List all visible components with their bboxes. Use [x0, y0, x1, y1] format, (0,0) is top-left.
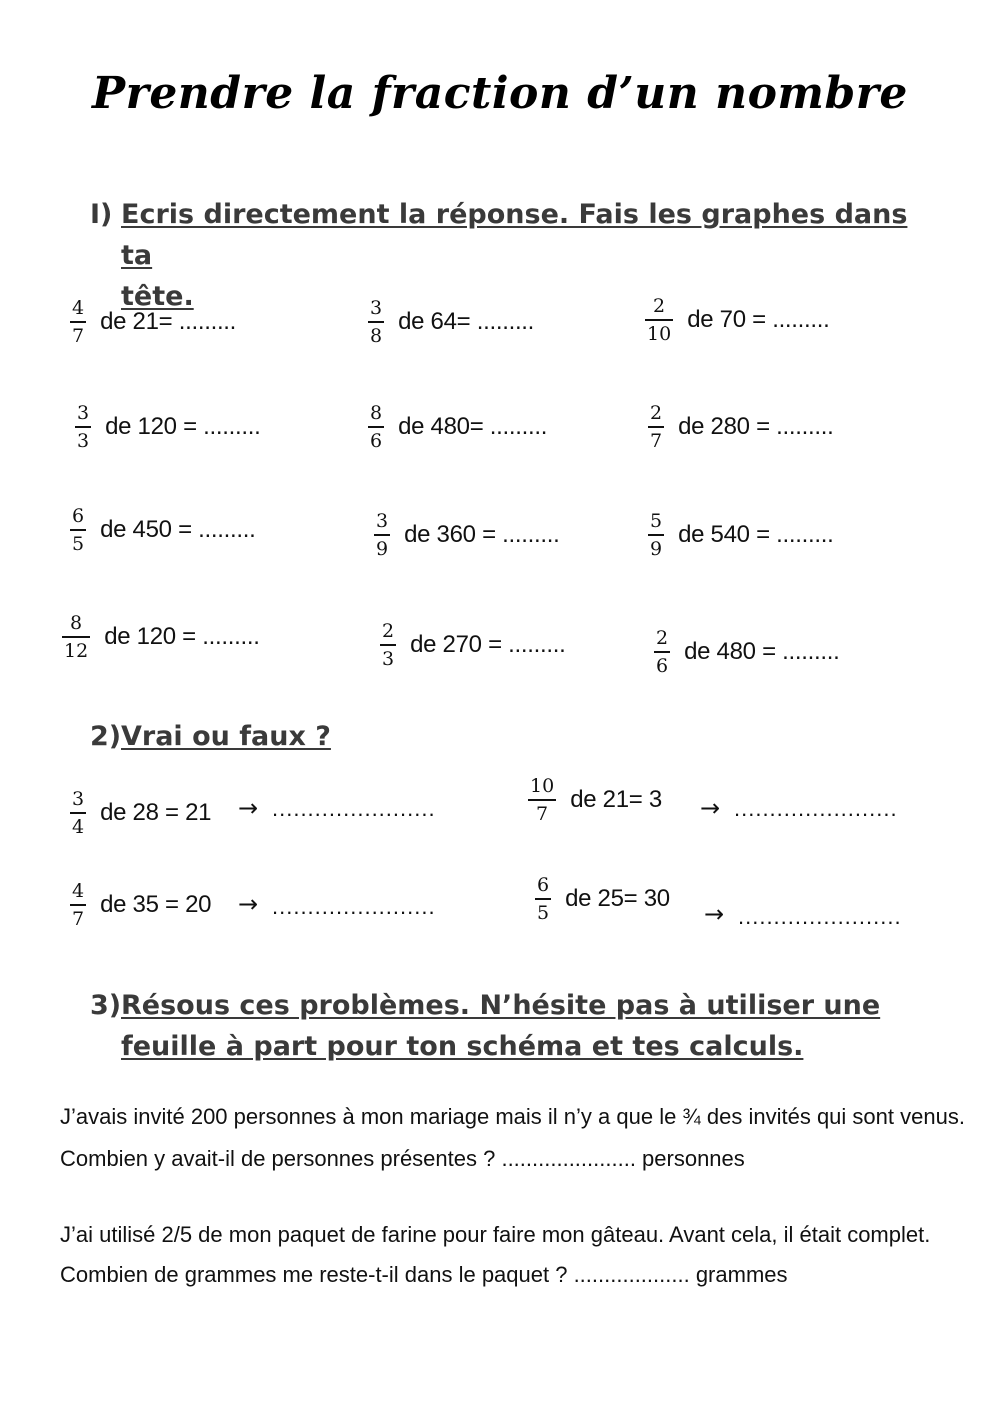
fraction: $\frac{2}{10}$	[647, 295, 672, 345]
fraction: $\frac{8}{12}$	[64, 612, 89, 662]
statement-expression: de 35 = 20	[100, 890, 212, 918]
exercise-expression: de 360 = .........	[404, 520, 560, 548]
section-1-title-line1: Ecris directement la réponse. Fais les graphes dans ta	[121, 199, 908, 271]
fraction: $\frac{6}{5}$	[72, 505, 85, 555]
true-false-statement	[535, 874, 670, 924]
section-3-heading	[90, 985, 940, 1067]
statement-expression: de 25= 30	[565, 884, 670, 912]
arrow-right-icon: →	[238, 794, 259, 822]
fraction: $\frac{6}{5}$	[537, 874, 550, 924]
fraction: $\frac{3}{3}$	[77, 402, 90, 452]
statement-expression: de 28 = 21	[100, 798, 212, 826]
exercise-expression: de 280 = .........	[678, 412, 834, 440]
true-false-statement	[70, 788, 211, 838]
exercise-expression: de 540 = .........	[678, 520, 834, 548]
fraction: $\frac{4}{7}$	[72, 297, 85, 347]
fraction: $\frac{5}{9}$	[650, 510, 663, 560]
exercise-item	[648, 402, 833, 452]
exercise-item	[380, 620, 565, 670]
section-3-title-line1: Résous ces problèmes. N’hésite pas à utiliser une	[121, 990, 881, 1021]
section-2-heading	[90, 716, 940, 757]
section-2-title: Vrai ou faux ?	[121, 721, 331, 752]
section-3-number: 3)	[90, 990, 122, 1021]
exercise-expression: de 120 = .........	[104, 622, 260, 650]
exercise-expression: de 21= .........	[100, 307, 237, 335]
fraction: $\frac{10}{7}$	[530, 775, 555, 825]
exercise-expression: de 70 = .........	[687, 305, 830, 333]
exercise-item	[654, 627, 839, 677]
answer-blank[interactable]: .......................	[272, 894, 436, 919]
fraction: $\frac{2}{3}$	[382, 620, 395, 670]
exercise-item	[70, 505, 255, 555]
exercise-item	[62, 612, 260, 662]
true-false-statement	[70, 880, 211, 930]
problem-2-question: Combien de grammes me reste-t-il dans le paquet ? ................... grammes	[60, 1262, 788, 1287]
problem-2-line1: J’ai utilisé 2/5 de mon paquet de farine pour faire mon gâteau. Avant cela, il était complet.	[60, 1222, 931, 1247]
exercise-expression: de 480= .........	[398, 412, 548, 440]
true-false-statement	[528, 775, 662, 825]
exercise-item	[368, 402, 547, 452]
fraction: $\frac{2}{7}$	[650, 402, 663, 452]
exercise-expression: de 64= .........	[398, 307, 535, 335]
exercise-item	[70, 297, 236, 347]
problem-1-line1: J’avais invité 200 personnes à mon mariage mais il n’y a que le ¾ des invités qui sont venus.	[60, 1104, 965, 1129]
arrow-right-icon: →	[238, 890, 259, 918]
exercise-expression: de 480 = .........	[684, 637, 840, 665]
arrow-right-icon: →	[704, 900, 725, 928]
exercise-item	[648, 510, 833, 560]
fraction: $\frac{3}{4}$	[72, 788, 85, 838]
exercise-item	[368, 297, 534, 347]
answer-blank[interactable]: .......................	[738, 904, 902, 929]
section-2-number: 2)	[90, 721, 122, 752]
exercise-item	[374, 510, 559, 560]
answer-blank[interactable]: .......................	[272, 796, 436, 821]
exercise-item	[75, 402, 260, 452]
section-3-title-line2: feuille à part pour ton schéma et tes calculs.	[121, 1031, 804, 1062]
statement-expression: de 21= 3	[570, 785, 662, 813]
fraction: $\frac{4}{7}$	[72, 880, 85, 930]
exercise-expression: de 270 = .........	[410, 630, 566, 658]
exercise-expression: de 450 = .........	[100, 515, 256, 543]
fraction: $\frac{8}{6}$	[370, 402, 383, 452]
arrow-right-icon: →	[700, 794, 721, 822]
exercise-item	[645, 295, 830, 345]
page-title: Prendre la fraction d’un nombre	[92, 68, 908, 119]
section-1-number: I)	[90, 199, 113, 230]
fraction: $\frac{3}{9}$	[376, 510, 389, 560]
fraction: $\frac{3}{8}$	[370, 297, 383, 347]
fraction: $\frac{2}{6}$	[656, 627, 669, 677]
answer-blank[interactable]: .......................	[734, 796, 898, 821]
section-1-title-line2: tête.	[121, 281, 194, 312]
problem-1-question: Combien y avait-il de personnes présentes ? ...................... personnes	[60, 1146, 745, 1171]
exercise-expression: de 120 = .........	[105, 412, 261, 440]
